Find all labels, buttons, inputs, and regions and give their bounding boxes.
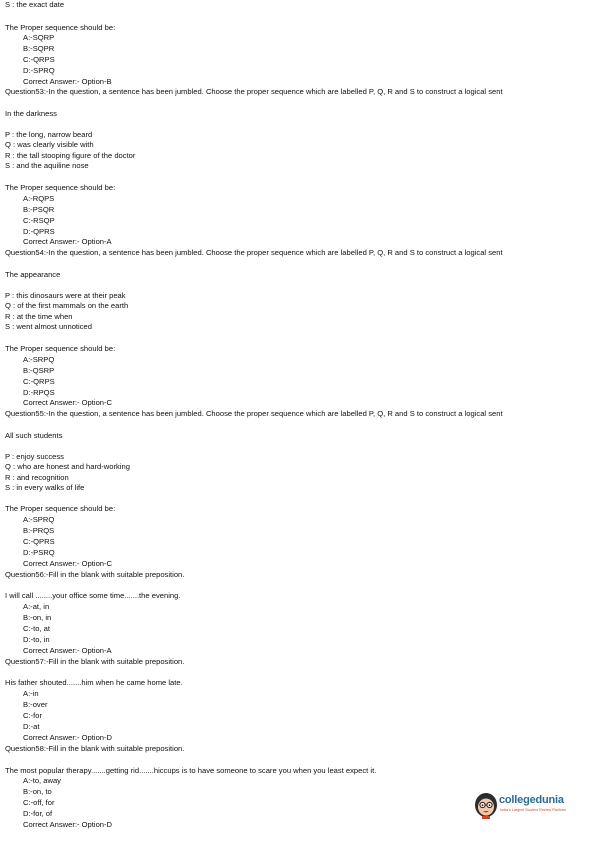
text-line: P : the long, narrow beard xyxy=(5,130,93,139)
question-line: Question54:-In the question, a sentence has been jumbled. Choose the proper sequence which are labelled P, Q, R and S to construct a logical sent xyxy=(5,248,503,257)
option-line: D:-SPRQ xyxy=(23,66,55,75)
text-line: The appearance xyxy=(5,270,61,279)
question-line: Question55:-In the question, a sentence has been jumbled. Choose the proper sequence which are labelled P, Q, R and S to construct a logical sent xyxy=(5,409,503,418)
question-line: Question53:-In the question, a sentence has been jumbled. Choose the proper sequence which are labelled P, Q, R and S to construct a logical sent xyxy=(5,87,503,96)
text-line: Q : was clearly visible with xyxy=(5,140,94,149)
option-line: A:-SRPQ xyxy=(23,355,55,364)
option-line: C:-for xyxy=(23,711,42,720)
text-line: R : and recognition xyxy=(5,473,69,482)
text-line: The Proper sequence should be: xyxy=(5,23,116,32)
option-line: A:-SQRP xyxy=(23,33,55,42)
option-line: D:-RPQS xyxy=(23,388,55,397)
correct-answer: Correct Answer:- Option-A xyxy=(23,237,112,246)
option-line: D:-to, in xyxy=(23,635,50,644)
option-line: D:-at xyxy=(23,722,40,731)
text-line: The Proper sequence should be: xyxy=(5,183,116,192)
text-line: S : went almost unnoticed xyxy=(5,322,92,331)
correct-answer: Correct Answer:- Option-D xyxy=(23,820,113,829)
text-line: The most popular therapy.......getting rid.......hiccups is to have someone to scare you when you least expect it. xyxy=(5,766,377,775)
option-line: C:-QPRS xyxy=(23,537,55,546)
option-line: A:-to, away xyxy=(23,776,61,785)
option-line: B:-SQPR xyxy=(23,44,55,53)
collegedunia-logo xyxy=(473,789,591,821)
text-line: The Proper sequence should be: xyxy=(5,344,116,353)
text-line: S : and the aquiline nose xyxy=(5,161,89,170)
text-line: In the darkness xyxy=(5,109,57,118)
mascot-face-icon xyxy=(473,789,499,819)
question-line: Question57:-Fill in the blank with suitable preposition. xyxy=(5,657,185,666)
option-line: C:-QRPS xyxy=(23,55,55,64)
option-line: A:-at, in xyxy=(23,602,50,611)
correct-answer: Correct Answer:- Option-A xyxy=(23,646,112,655)
text-line: His father shouted.......him when he came home late. xyxy=(5,678,183,687)
option-line: A:-in xyxy=(23,689,39,698)
option-line: C:-to, at xyxy=(23,624,51,633)
option-line: D:-PSRQ xyxy=(23,548,55,557)
option-line: B:-QSRP xyxy=(23,366,55,375)
correct-answer: Correct Answer:- Option-C xyxy=(23,559,113,568)
text-line: P : this dinosaurs were at their peak xyxy=(5,291,126,300)
option-line: D:-QPRS xyxy=(23,227,55,236)
text-line: Q : who are honest and hard-working xyxy=(5,462,130,471)
question-line: Question58:-Fill in the blank with suitable preposition. xyxy=(5,744,185,753)
text-line: I will call ........your office some time.......the evening. xyxy=(5,591,181,600)
text-line: S : in every walks of life xyxy=(5,483,85,492)
option-line: B:-on, to xyxy=(23,787,52,796)
correct-answer: Correct Answer:- Option-B xyxy=(23,77,112,86)
correct-answer: Correct Answer:- Option-C xyxy=(23,398,113,407)
option-line: B:-PRQS xyxy=(23,526,55,535)
option-line: C:-off, for xyxy=(23,798,55,807)
option-line: B:-PSQR xyxy=(23,205,55,214)
option-line: A:-RQPS xyxy=(23,194,55,203)
text-line: All such students xyxy=(5,431,63,440)
text-line: R : at the time when xyxy=(5,312,73,321)
text-line: R : the tall stooping figure of the doctor xyxy=(5,151,136,160)
option-line: A:-SPRQ xyxy=(23,515,55,524)
text-line: S : the exact date xyxy=(5,0,65,9)
text-line: The Proper sequence should be: xyxy=(5,504,116,513)
brand-tagline: India's Largest Student Review Platform xyxy=(500,808,567,812)
brand-name: collegedunia xyxy=(499,794,564,806)
correct-answer: Correct Answer:- Option-D xyxy=(23,733,113,742)
option-line: B:-on, in xyxy=(23,613,52,622)
option-line: C:-QRPS xyxy=(23,377,55,386)
text-line: Q : of the first mammals on the earth xyxy=(5,301,129,310)
option-line: B:-over xyxy=(23,700,48,709)
option-line: C:-RSQP xyxy=(23,216,55,225)
text-line: P : enjoy success xyxy=(5,452,64,461)
question-line: Question56:-Fill in the blank with suitable preposition. xyxy=(5,570,185,579)
option-line: D:-for, of xyxy=(23,809,53,818)
